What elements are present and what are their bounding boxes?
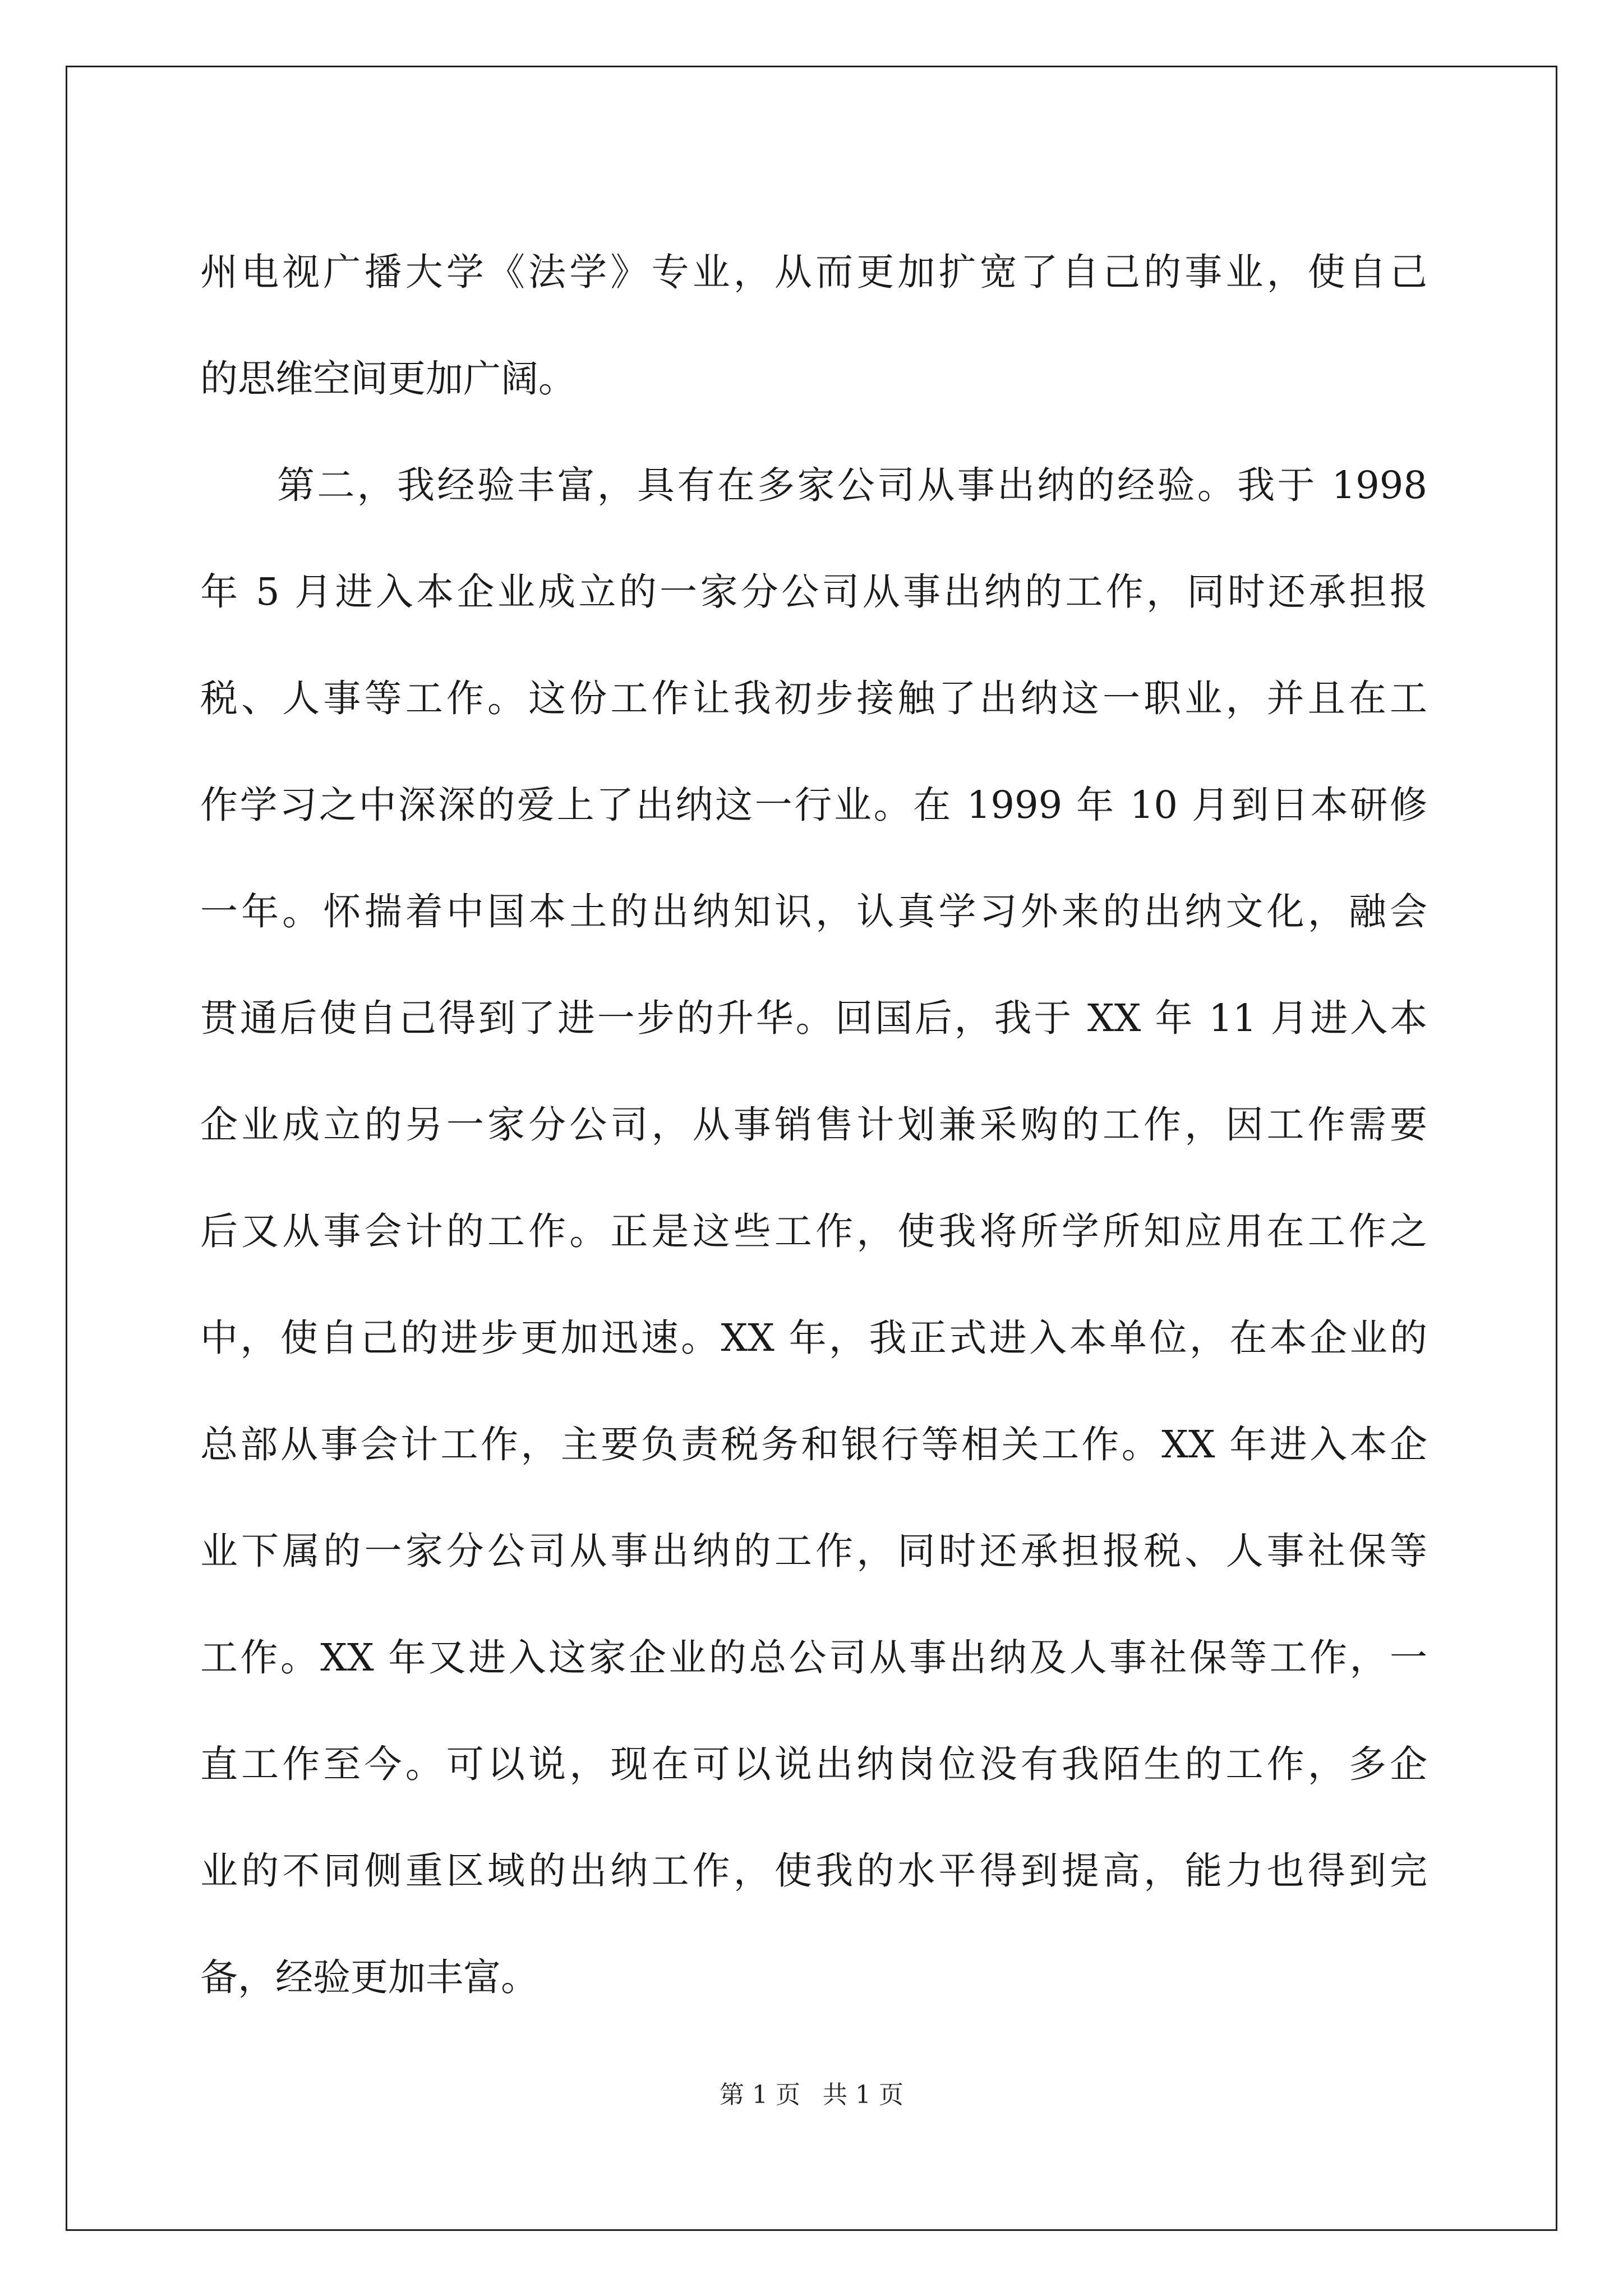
text-line: 一年。怀揣着中国本土的出纳知识，认真学习外来的出纳文化，融会 [200,890,1427,933]
page-number: 第 1 页 [720,2081,800,2109]
text-line: 工作。XX 年又进入这家企业的总公司从事出纳及人事社保等工作，一 [200,1636,1427,1680]
page-footer [0,2078,1623,2112]
text-line: 直工作至今。可以说，现在可以说出纳岗位没有我陌生的工作，多企 [200,1742,1427,1786]
document-body [200,219,1427,2031]
text-line: 第二，我经验丰富，具有在多家公司从事出纳的经验。我于 1998 [277,463,1427,507]
text-line: 的思维空间更加广阔。 [200,357,576,401]
text-line: 贯通后使自己得到了进一步的升华。回国后，我于 XX 年 11 月进入本 [200,996,1427,1040]
text-line: 企业成立的另一家分公司，从事销售计划兼采购的工作，因工作需要 [200,1103,1427,1147]
text-line: 州电视广播大学《法学》专业，从而更加扩宽了自己的事业，使自己 [200,250,1427,294]
text-line: 总部从事会计工作，主要负责税务和银行等相关工作。XX 年进入本企 [200,1423,1427,1466]
text-line: 业的不同侧重区域的出纳工作，使我的水平得到提高，能力也得到完 [200,1849,1427,1893]
text-line: 业下属的一家分公司从事出纳的工作，同时还承担报税、人事社保等 [200,1529,1427,1573]
page-total: 共 1 页 [823,2081,903,2109]
text-line: 年 5 月进入本企业成立的一家分公司从事出纳的工作，同时还承担报 [200,570,1427,614]
text-line: 税、人事等工作。这份工作让我初步接触了出纳这一职业，并且在工 [200,677,1427,720]
text-line: 备，经验更加丰富。 [200,1955,538,1999]
text-line: 作学习之中深深的爱上了出纳这一行业。在 1999 年 10 月到日本研修 [200,783,1427,827]
text-line: 中，使自己的进步更加迅速。XX 年，我正式进入本单位，在本企业的 [200,1316,1427,1360]
text-line: 后又从事会计的工作。正是这些工作，使我将所学所知应用在工作之 [200,1209,1427,1253]
